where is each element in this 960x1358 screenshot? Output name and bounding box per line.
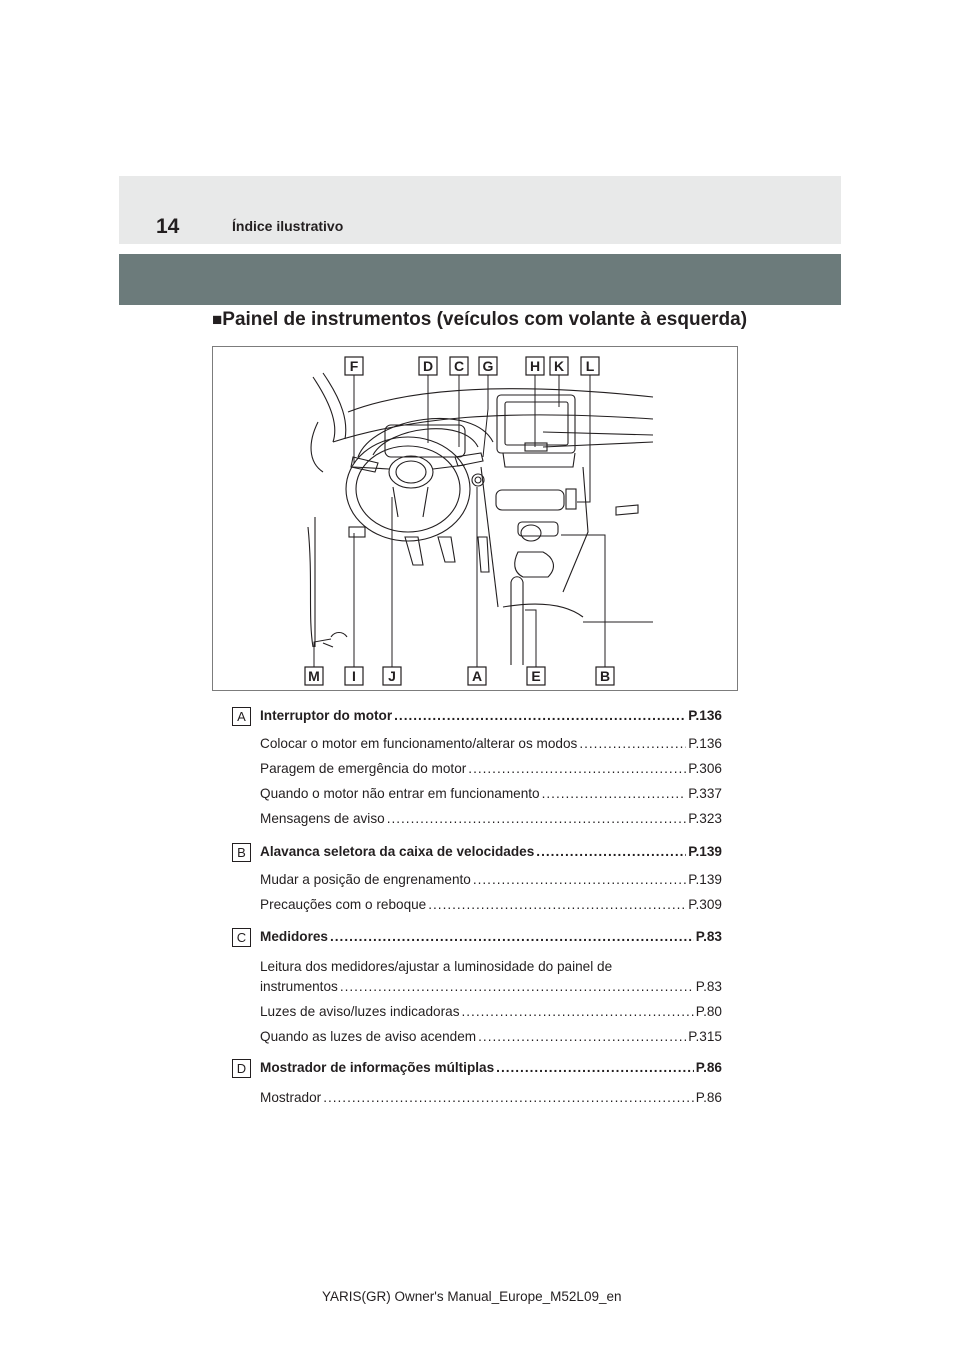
callout-l: L bbox=[585, 358, 595, 374]
header-band bbox=[119, 176, 841, 244]
entry-letter: D bbox=[232, 1059, 251, 1078]
callout-a: A bbox=[471, 668, 483, 684]
accelerator-pedal bbox=[478, 537, 489, 572]
entry-letter: A bbox=[232, 707, 251, 726]
entry-title-line[interactable] bbox=[260, 1060, 722, 1075]
page-ref[interactable]: P.323 bbox=[688, 811, 722, 826]
climate-panel bbox=[496, 490, 564, 510]
page-ref[interactable]: P.139 bbox=[688, 872, 722, 887]
entry-letter: B bbox=[232, 843, 251, 862]
entry-title-line[interactable] bbox=[260, 844, 722, 859]
callout-h: H bbox=[529, 358, 541, 374]
callout-k: K bbox=[553, 358, 565, 374]
multimedia-screen bbox=[497, 395, 575, 453]
page-ref[interactable]: P.315 bbox=[688, 1029, 722, 1044]
page-ref[interactable]: P.139 bbox=[688, 844, 722, 859]
entry-item[interactable]: instrumentos ..... P.83 bbox=[260, 979, 722, 994]
callout-c: C bbox=[453, 358, 465, 374]
square-bullet-icon: ■ bbox=[212, 310, 223, 329]
dimmer-switch bbox=[349, 527, 365, 537]
callout-d: D bbox=[422, 358, 434, 374]
chapter-band bbox=[119, 254, 841, 305]
entry-item[interactable]: Mensagens de aviso ..... P.323 bbox=[260, 811, 722, 826]
page-ref[interactable]: P.309 bbox=[688, 897, 722, 912]
entry-item[interactable]: Luzes de aviso/luzes indicadoras ..... P.80 bbox=[260, 1004, 722, 1019]
entry-title-line[interactable] bbox=[260, 708, 722, 723]
page-ref[interactable]: P.306 bbox=[688, 761, 722, 776]
right-vent bbox=[616, 505, 638, 515]
entry-title: Medidores bbox=[260, 929, 328, 944]
page-ref[interactable]: P.337 bbox=[688, 786, 722, 801]
callout-i: I bbox=[352, 668, 356, 684]
callout-e: E bbox=[531, 668, 541, 684]
callout-j: J bbox=[388, 668, 396, 684]
callout-m: M bbox=[308, 668, 320, 684]
shift-boot bbox=[515, 552, 554, 577]
steering-wheel bbox=[346, 437, 470, 541]
shift-knob bbox=[521, 525, 541, 541]
page-number: 14 bbox=[156, 215, 180, 238]
meter-hood bbox=[358, 418, 493, 457]
parking-brake-lever bbox=[511, 582, 523, 665]
dashboard-drawing bbox=[213, 347, 739, 692]
entry-title: Interruptor do motor bbox=[260, 708, 393, 723]
subheading bbox=[212, 309, 747, 331]
brake-pedal bbox=[438, 537, 455, 562]
page-ref[interactable]: P.83 bbox=[695, 979, 722, 994]
page-ref[interactable]: P.86 bbox=[695, 1060, 722, 1075]
callout-g: G bbox=[482, 358, 494, 374]
dash-top-line bbox=[348, 389, 653, 412]
callout-b: B bbox=[599, 668, 611, 684]
entry-title: Mostrador de informações múltiplas bbox=[260, 1060, 495, 1075]
entry-item[interactable]: Paragem de emergência do motor ..... P.306 bbox=[260, 761, 722, 776]
entry-title-line[interactable] bbox=[260, 929, 722, 944]
subheading-text: Painel de instrumentos (veículos com volante à esquerda) bbox=[222, 309, 748, 330]
page-ref[interactable]: P.136 bbox=[688, 708, 722, 723]
instrument-panel-illustration bbox=[212, 346, 738, 691]
entry-item[interactable]: Precauções com o reboque ..... P.309 bbox=[260, 897, 722, 912]
section-title: Índice ilustrativo bbox=[232, 218, 344, 234]
page-ref[interactable]: P.86 bbox=[695, 1090, 722, 1105]
page-ref[interactable]: P.83 bbox=[695, 929, 722, 944]
page-ref[interactable]: P.80 bbox=[695, 1004, 722, 1019]
entry-item[interactable]: Quando o motor não entrar em funcionamento ..... P.337 bbox=[260, 786, 722, 801]
footer-text: YARIS(GR) Owner's Manual_Europe_M52L09_en bbox=[322, 1289, 622, 1304]
entry-item[interactable]: Mostrador ..... P.86 bbox=[260, 1090, 722, 1105]
callout-f: F bbox=[349, 358, 359, 374]
page-ref[interactable]: P.136 bbox=[688, 736, 722, 751]
entry-item[interactable]: Quando as luzes de aviso acendem ..... P.315 bbox=[260, 1029, 722, 1044]
entry-item[interactable]: Mudar a posição de engrenamento ..... P.139 bbox=[260, 872, 722, 887]
entry-item[interactable]: Colocar o motor em funcionamento/alterar os modos ..... P.136 bbox=[260, 736, 722, 751]
entry-title: Alavanca seletora da caixa de velocidades bbox=[260, 844, 535, 859]
entry-letter: C bbox=[232, 928, 251, 947]
entry-item-line1: Leitura dos medidores/ajustar a luminosidade do painel de bbox=[260, 959, 613, 974]
